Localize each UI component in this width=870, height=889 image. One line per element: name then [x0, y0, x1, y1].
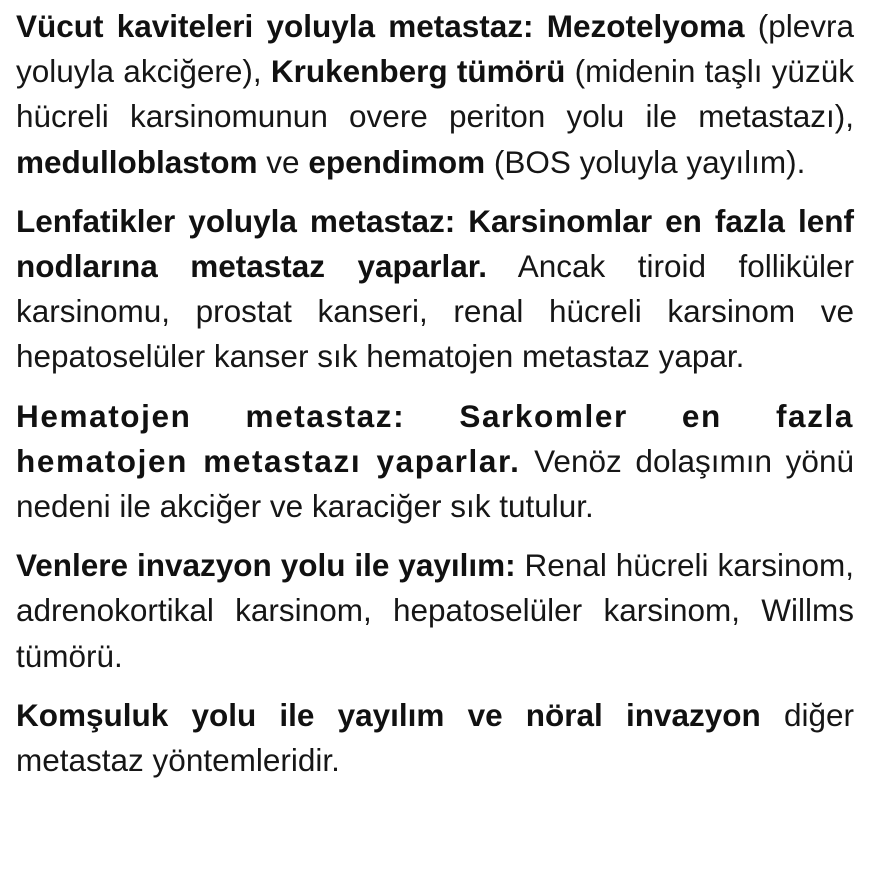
paragraph-text: Venöz dolaşımın yönü nedeni ile akciğer ve karaciğer sık tutulur. — [16, 442, 854, 525]
term-ependimom: ependimom — [308, 143, 486, 180]
term-contiguity-neural-invasion: Komşuluk yolu ile yayılım ve nöral invazyon — [16, 696, 761, 733]
paragraph-text: ve — [257, 143, 309, 180]
paragraph-contiguity-neural-invasion — [16, 693, 854, 783]
term-lymphatic-metastasis: Lenfatikler yoluyla metastaz: Karsinomlar en fazla lenf nodlarına metastaz yaparlar. — [16, 202, 854, 285]
paragraph-lymphatic-metastasis — [16, 199, 854, 380]
paragraph-text: (midenin taşlı yüzük hücreli karsinomunun overe periton yolu ile metastazı), — [16, 53, 854, 135]
paragraph-venous-invasion — [16, 543, 854, 679]
document-page — [16, 4, 854, 783]
term-hematogenous-metastasis: Hematojen metastaz: Sarkomler en fazla hematojen metastazı yaparlar. — [16, 397, 854, 479]
term-medulloblastom: medulloblastom — [16, 143, 258, 180]
paragraph-text: Renal hücreli karsinom, adrenokortikal karsinom, hepatoselüler karsinom, Willms tümörü. — [16, 547, 854, 674]
paragraph-text: (plevra yoluyla akciğere), — [16, 8, 854, 90]
term-krukenberg: Krukenberg tümörü — [270, 53, 566, 90]
term-body-cavity-metastasis: Vücut kaviteleri yoluyla metastaz: Mezotelyoma — [16, 8, 745, 44]
paragraph-text: (BOS yoluyla yayılım). — [485, 143, 806, 180]
paragraph-text: Ancak tiroid folliküler karsinomu, prostat kanseri, renal hücreli karsinom ve hepatoselüler kanser sık hematojen metastaz yapar. — [16, 248, 854, 375]
paragraph-body-cavity-metastasis — [16, 4, 854, 185]
term-venous-invasion: Venlere invazyon yolu ile yayılım: — [16, 547, 516, 584]
paragraph-text: diğer metastaz yöntemleridir. — [16, 696, 855, 779]
paragraph-hematogenous-metastasis — [16, 394, 854, 530]
